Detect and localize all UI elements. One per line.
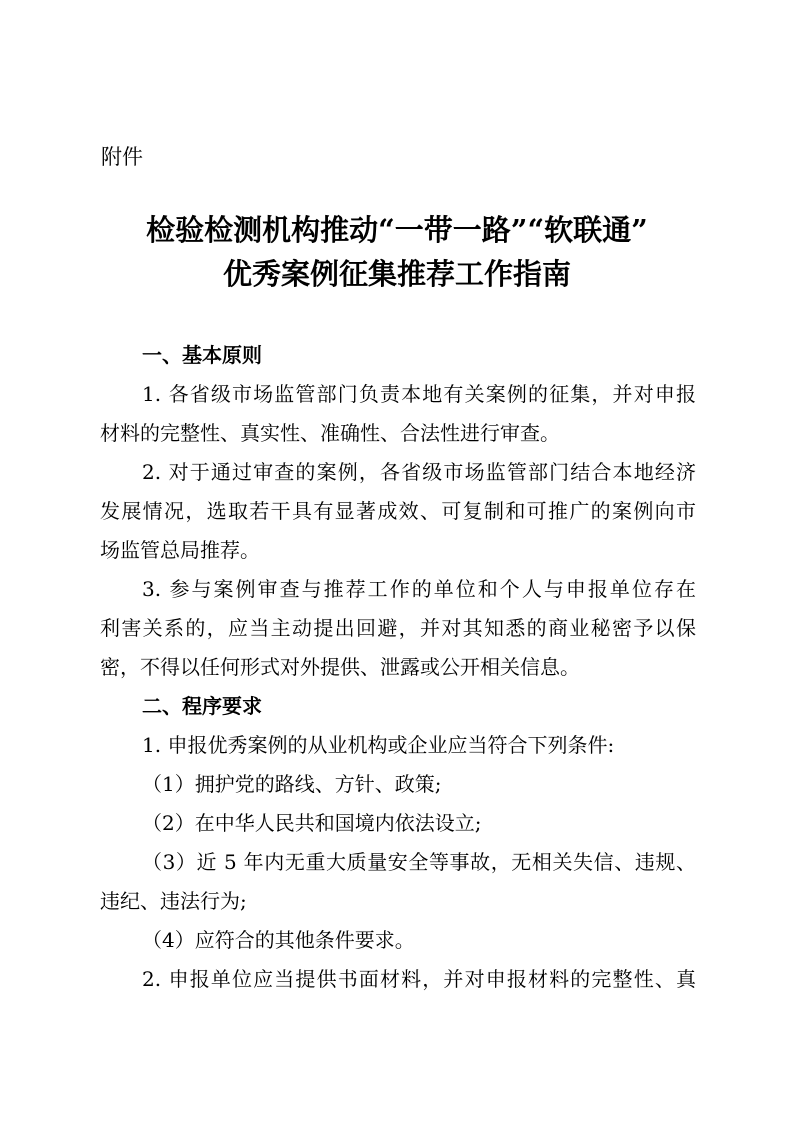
- section-heading-principles: 一、基本原则: [142, 343, 262, 367]
- document-title-line-1: 检验检测机构推动“一带一路”“软联通”: [146, 213, 648, 247]
- condition-item: （4）应符合的其他条件要求。: [142, 928, 415, 952]
- attachment-label: 附件: [101, 145, 143, 169]
- paragraph-line: 密，不得以任何形式对外提供、泄露或公开相关信息。: [100, 655, 580, 679]
- condition-item-continuation: 违纪、违法行为;: [100, 889, 247, 913]
- paragraph-line: 2. 申报单位应当提供书面材料，并对申报材料的完整性、真: [142, 967, 696, 991]
- paragraph-line: 1. 各省级市场监管部门负责本地有关案例的征集，并对申报: [142, 382, 696, 406]
- condition-item: （3）近 5 年内无重大质量安全等事故，无相关失信、违规、: [142, 850, 696, 874]
- condition-item: （1）拥护党的路线、方针、政策;: [142, 772, 442, 796]
- paragraph-line: 材料的完整性、真实性、准确性、合法性进行审查。: [100, 421, 560, 445]
- condition-item: （2）在中华人民共和国境内依法设立;: [142, 811, 482, 835]
- paragraph-line: 3. 参与案例审查与推荐工作的单位和个人与申报单位存在: [142, 577, 696, 601]
- document-body: [100, 336, 696, 999]
- paragraph-line: 场监管总局推荐。: [100, 538, 260, 562]
- section-heading-procedures: 二、程序要求: [142, 694, 262, 718]
- paragraph-line: 利害关系的，应当主动提出回避，并对其知悉的商业秘密予以保: [100, 616, 696, 640]
- paragraph-line: 1. 申报优秀案例的从业机构或企业应当符合下列条件:: [142, 733, 615, 757]
- paragraph-line: 发展情况，选取若干具有显著成效、可复制和可推广的案例向市: [100, 499, 696, 523]
- paragraph-line: 2. 对于通过审查的案例，各省级市场监管部门结合本地经济: [142, 460, 696, 484]
- document-title-line-2: 优秀案例征集推荐工作指南: [222, 257, 571, 291]
